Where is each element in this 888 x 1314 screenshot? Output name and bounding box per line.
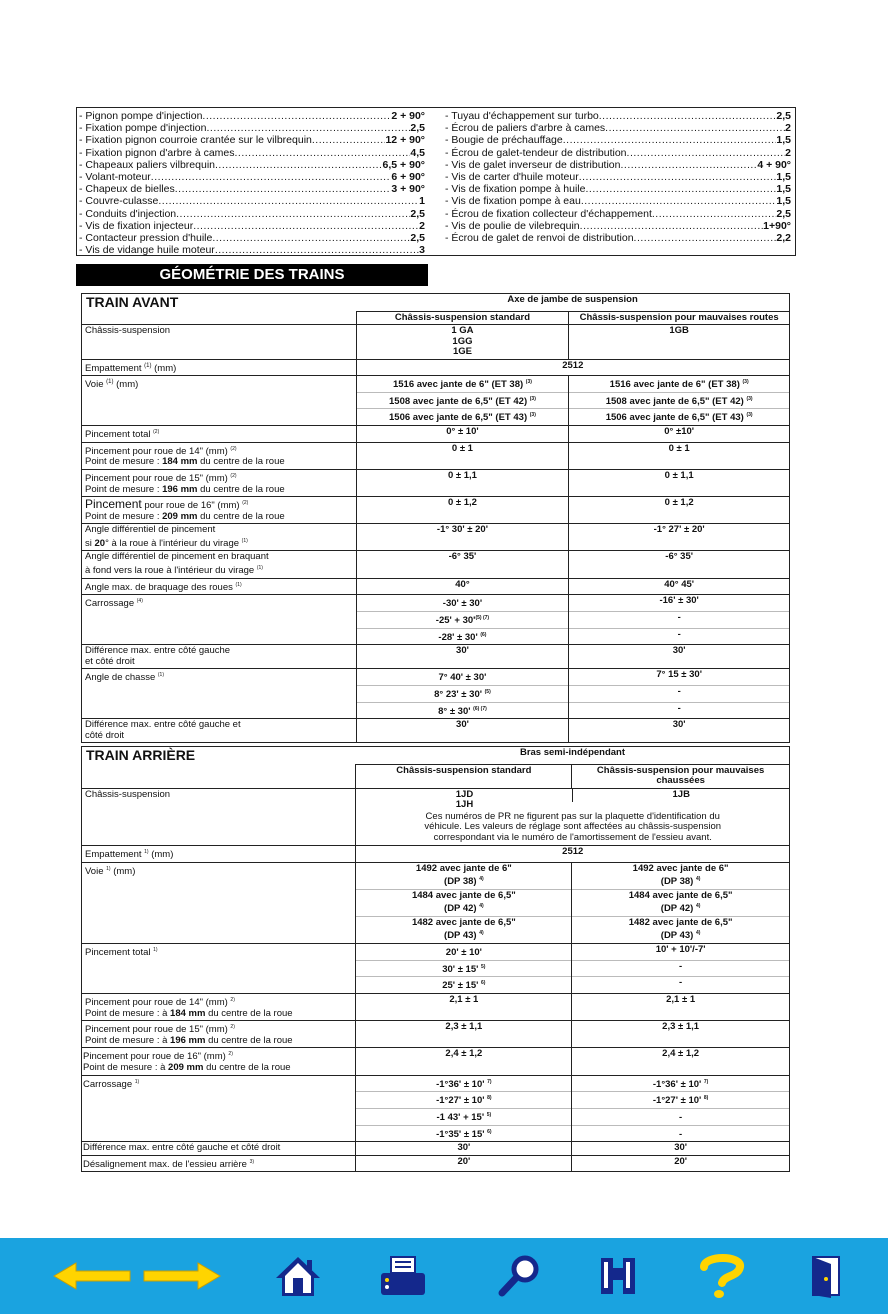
- column-header: Châssis-suspension pour mauvaises chaussées: [572, 764, 790, 788]
- table-row: 1506 avec jante de 6,5" (ET 43) $^{(3)}$ 1506 avec jante de 6,5" (ET 43) $^{(3)}$: [82, 409, 790, 426]
- torque-item: - Vis de galet inverseur de distribution ..... 4 + 90°: [445, 159, 791, 171]
- table-row: Voie $^{(1)}$ (mm) 1516 avec jante de 6" (ET 38) $^{(3)}$ 1516 avec jante de 6" (ET 38) $^{(3)}$: [82, 376, 790, 393]
- search-button[interactable]: [494, 1250, 546, 1302]
- rear-axle-table: [81, 746, 790, 1172]
- torque-item: - Chapeaux paliers vilbrequin ..... 6,5 + 90°: [79, 159, 425, 171]
- torque-item: - Vis de vidange huile moteur ..... 3: [79, 244, 425, 256]
- table-row: Angle max. de braquage des roues $^{(1)}$ 40° 40° 45': [82, 578, 790, 595]
- torque-item: - Bougie de préchauffage ..... 1,5: [445, 134, 791, 146]
- torque-item: - Fixation pignon d'arbre à cames ..... 4,5: [79, 147, 425, 159]
- table-title: TRAIN AVANT: [82, 294, 357, 312]
- table-row: Angle différentiel de pincement si 20° à la roue à l'intérieur du virage $^{(1)}$ -1° 30' ± 20' -1° 27' ± 20': [82, 524, 790, 551]
- column-header: Châssis-suspension standard: [356, 764, 572, 788]
- table-row: Empattement $^{1)}$ (mm) 2512: [82, 846, 790, 863]
- section-title: GÉOMÉTRIE DES TRAINS: [76, 264, 428, 286]
- torque-specs-box: [76, 107, 796, 256]
- table-row: Pincement pour roue de 15" (mm) $^{2)}$ Point de mesure : à 196 mm du centre de la roue 2,3 ± 1,1 2,3 ± 1,1: [82, 1021, 790, 1048]
- torque-item: - Écrou de galet de renvoi de distribution ..... 2,2: [445, 232, 791, 244]
- table-row: Carrossage $^{(4)}$ -30' ± 30' -16' ± 30': [82, 595, 790, 612]
- torque-item: - Vis de fixation pompe à eau ..... 1,5: [445, 195, 791, 207]
- table-row: 8° ± 30' $^{(6) (7)}$ -: [82, 702, 790, 719]
- table-row: -28' ± 30' $^{(6)}$ -: [82, 628, 790, 645]
- home-button[interactable]: [272, 1250, 324, 1302]
- torque-item: - Écrou de paliers d'arbre à cames ..... 2: [445, 122, 791, 134]
- table-row: Pincement pour roue de 14" (mm) $^{(2)}$ Point de mesure : 184 mm du centre de la roue 0 ± 1 0 ± 1: [82, 442, 790, 469]
- previous-button[interactable]: [50, 1250, 134, 1302]
- torque-item: - Vis de carter d'huile moteur ..... 1,5: [445, 171, 791, 183]
- torque-left-column: [79, 110, 425, 256]
- table-row: 1484 avec jante de 6,5" (DP 42) $^{4)}$ 1484 avec jante de 6,5" (DP 42) $^{4)}$: [82, 889, 790, 916]
- torque-item: - Fixation pompe d'injection ..... 2,5: [79, 122, 425, 134]
- table-row: 1508 avec jante de 6,5" (ET 42) $^{(3)}$ 1508 avec jante de 6,5" (ET 42) $^{(3)}$: [82, 392, 790, 409]
- torque-item: - Vis de poulie de vilebrequin ..... 1+90°: [445, 220, 791, 232]
- torque-item: - Couvre-culasse ..... 1: [79, 195, 425, 207]
- print-icon: [377, 1253, 427, 1299]
- table-row: 8° 23' ± 30' $^{(5)}$ -: [82, 685, 790, 702]
- front-axle-table: [81, 293, 790, 743]
- torque-item: - Fixation pignon courroie crantée sur le vilbrequin ..... 12 + 90°: [79, 134, 425, 146]
- torque-item: - Écrou de galet-tendeur de distribution ..... 2: [445, 147, 791, 159]
- torque-item: - Chapeux de bielles ..... 3 + 90°: [79, 183, 425, 195]
- help-icon: [690, 1253, 750, 1299]
- table-row: Pincement pour roue de 16" (mm) $^{2)}$ Point de mesure : à 209 mm du centre de la roue 2,4 ± 1,2 2,4 ± 1,2: [82, 1048, 790, 1075]
- table-row: Angle différentiel de pincement en braquant à fond vers la roue à l'intérieur du virage $^{(1)}$ -6° 35' -6° 35': [82, 551, 790, 578]
- help-button[interactable]: [688, 1250, 752, 1302]
- table-row: Pincement total $^{1)}$ 20' ± 10' 10' + 10'/-7': [82, 944, 790, 961]
- column-header: Châssis-suspension pour mauvaises routes: [569, 311, 790, 325]
- exit-icon: [809, 1254, 843, 1298]
- table-row: 25' ± 15' $^{6)}$ -: [82, 977, 790, 994]
- exit-button[interactable]: [806, 1250, 846, 1302]
- table-row: Pincement pour roue de 16" (mm) $^{(2)}$ Point de mesure : 209 mm du centre de la roue 0 ± 1,2 0 ± 1,2: [82, 497, 790, 524]
- arrow-right-icon: [142, 1261, 222, 1291]
- next-button[interactable]: [140, 1250, 224, 1302]
- arrow-left-icon: [52, 1261, 132, 1291]
- torque-item: - Vis de fixation injecteur ..... 2: [79, 220, 425, 232]
- binoculars-button[interactable]: [592, 1250, 644, 1302]
- table-row: Pincement pour roue de 14" (mm) $^{2)}$ Point de mesure : à 184 mm du centre de la roue 2,1 ± 1 2,1 ± 1: [82, 994, 790, 1021]
- torque-item: - Vis de fixation pompe à huile ..... 1,5: [445, 183, 791, 195]
- binoculars-icon: [595, 1254, 641, 1298]
- torque-item: - Volant-moteur ..... 6 + 90°: [79, 171, 425, 183]
- table-row: Angle de chasse $^{(1)}$ 7° 40' ± 30' 7° 15 ± 30': [82, 669, 790, 686]
- torque-item: - Contacteur pression d'huile ..... 2,5: [79, 232, 425, 244]
- torque-item: - Écrou de fixation collecteur d'échappement ..... 2,5: [445, 208, 791, 220]
- table-row: $-25' + 30'^{(5) (7)}$ -: [82, 611, 790, 628]
- table-row: Voie $^{1)}$ (mm) 1492 avec jante de 6" (DP 38) $^{4)}$ 1492 avec jante de 6" (DP 38) $^{4)}$: [82, 862, 790, 889]
- table-row: Carrossage $^{1)}$ -1°36' ± 10' $^{7)}$ -1°36' ± 10' $^{7)}$: [82, 1075, 790, 1092]
- column-header: Châssis-suspension standard: [356, 311, 569, 325]
- torque-item: - Tuyau d'échappement sur turbo ..... 2,5: [445, 110, 791, 122]
- table-row: Empattement $^{(1)}$ (mm) 2512: [82, 359, 790, 376]
- torque-item: - Pignon pompe d'injection ..... 2 + 90°: [79, 110, 425, 122]
- table-row: 1482 avec jante de 6,5" (DP 43) $^{4)}$ 1482 avec jante de 6,5" (DP 43) $^{4)}$: [82, 916, 790, 943]
- table-row: -1 43' + 15' $^{5)}$ -: [82, 1108, 790, 1125]
- table-row: Pincement pour roue de 15" (mm) $^{(2)}$ Point de mesure : 196 mm du centre de la roue 0 ± 1,1 0 ± 1,1: [82, 469, 790, 496]
- torque-item: - Conduits d'injection ..... 2,5: [79, 208, 425, 220]
- table-row: 30' ± 15' $^{5)}$ -: [82, 960, 790, 977]
- axle-type: Bras semi-indépendant: [356, 747, 790, 765]
- search-icon: [497, 1254, 543, 1298]
- table-row: Châssis-suspension 1 GA 1GG 1GE 1GB: [82, 325, 790, 360]
- table-row: -1°27' ± 10' $^{8)}$ -1°27' ± 10' $^{8)}$: [82, 1092, 790, 1109]
- torque-right-column: [445, 110, 791, 244]
- home-icon: [274, 1254, 322, 1298]
- table-row: Désalignement max. de l'essieu arrière $^{3)}$ 20' 20': [82, 1155, 790, 1172]
- axle-type: Axe de jambe de suspension: [356, 294, 789, 312]
- table-row: Châssis-suspension 1JD 1JH 1JB Ces numéros de PR ne figurent pas sur la plaquette d'identification du véhicule. Les valeurs de réglage sont affectées au châssis-suspension correspondant via le numéro de l'amortissement de l'essieu avant.: [82, 788, 790, 846]
- table-row: Différence max. entre côté gauche et côté droit 30' 30': [82, 1142, 790, 1156]
- table-row: Pincement total $^{(2)}$ 0° ± 10' 0° ±10': [82, 426, 790, 443]
- table-row: Différence max. entre côté gauche et côté droit 30' 30': [82, 645, 790, 669]
- table-row: Différence max. entre côté gauche et côté droit 30' 30': [82, 719, 790, 743]
- table-row: -1°35' ± 15' $^{6)}$ -: [82, 1125, 790, 1142]
- table-title: TRAIN ARRIÈRE: [82, 747, 356, 765]
- print-button[interactable]: [376, 1250, 428, 1302]
